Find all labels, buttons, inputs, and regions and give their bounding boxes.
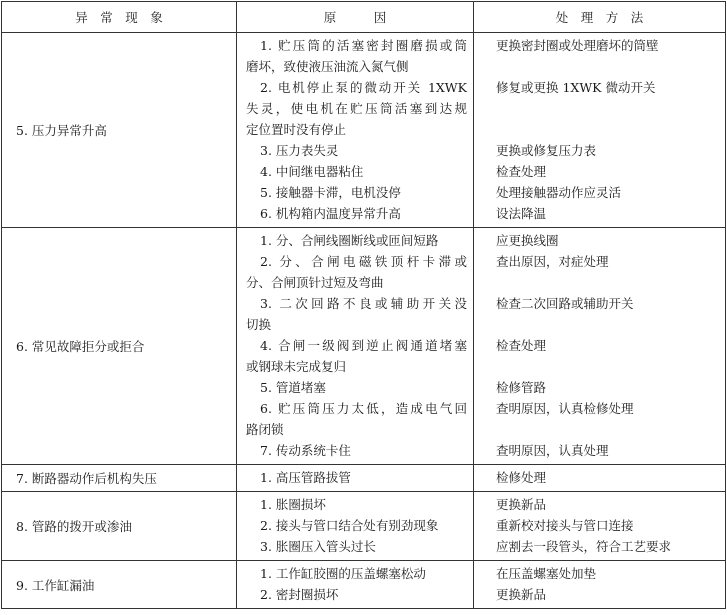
cause-cell — [237, 492, 474, 561]
method-cell — [474, 465, 726, 492]
cause-line: 1. 胀圈损坏 — [260, 497, 326, 512]
table-row — [2, 228, 726, 465]
cause-line: 1. 工作缸胶圈的压盖螺塞松动 — [260, 566, 426, 581]
method-line — [496, 119, 725, 140]
cause-line: 3. 二次回路不良或辅助开关没 — [260, 296, 467, 311]
method-line: 查出原因，对症处理 — [496, 254, 609, 269]
cause-line: 3. 胀圈压入管头过长 — [260, 539, 376, 554]
cause-line: 5. 管道堵塞 — [260, 380, 326, 395]
method-line — [496, 314, 725, 335]
cause-line: 2. 电机停止泵的微动开关 1XWK — [260, 80, 467, 95]
method-line: 重新校对接头与管口连接 — [496, 518, 634, 533]
method-cell — [474, 492, 726, 561]
cause-line: 3. 压力表失灵 — [260, 143, 339, 158]
cause-line: 4. 中间继电器粘住 — [260, 164, 364, 179]
cause-line: 7. 传动系统卡住 — [260, 443, 351, 458]
cause-cell — [237, 465, 474, 492]
symptom-cell: 8. 管路的拨开或渗油 — [2, 492, 237, 561]
cause-line: 2. 接头与管口结合处有别劲现象 — [260, 518, 439, 533]
method-line: 检查处理 — [496, 164, 547, 179]
method-line: 在压盖螺塞处加垫 — [496, 566, 597, 581]
method-line — [496, 419, 725, 440]
cause-line: 路闭锁 — [246, 422, 284, 437]
cause-line: 或钢球未完成复归 — [246, 359, 347, 374]
cause-line: 1. 高压管路拔管 — [260, 470, 351, 485]
cause-line: 失灵，使电机在贮压筒活塞到达规 — [246, 101, 467, 116]
method-line: 修复或更换 1XWK 微动开关 — [496, 80, 656, 95]
method-line: 检修管路 — [496, 380, 547, 395]
method-line — [496, 56, 725, 77]
method-cell — [474, 33, 726, 228]
method-line: 检查处理 — [496, 338, 547, 353]
method-line: 更换密封圈或处理磨坏的筒壁 — [496, 38, 659, 53]
method-line: 应更换线圈 — [496, 233, 559, 248]
symptom-cell: 7. 断路器动作后机构失压 — [2, 465, 237, 492]
method-cell — [474, 561, 726, 609]
method-cell — [474, 228, 726, 465]
method-line: 设法降温 — [496, 206, 547, 221]
header-cause: 原 因 — [237, 2, 474, 33]
method-line: 查明原因，认真处理 — [496, 443, 609, 458]
cause-line: 2. 分、合闸电磁铁顶杆卡滞或 — [260, 254, 467, 269]
cause-cell — [237, 228, 474, 465]
method-line — [496, 272, 725, 293]
method-line — [496, 98, 725, 119]
cause-line: 定位置时没有停止 — [246, 122, 347, 137]
header-row — [2, 2, 726, 33]
cause-line: 1. 分、合闸线圈断线或匝间短路 — [260, 233, 439, 248]
cause-cell — [237, 33, 474, 228]
table-row — [2, 492, 726, 561]
header-symptom: 异 常 现 象 — [2, 2, 237, 33]
symptom-cell: 6. 常见故障拒分或拒合 — [2, 228, 237, 465]
method-line: 处理接触器动作应灵活 — [496, 185, 622, 200]
symptom-cell: 5. 压力异常升高 — [2, 33, 237, 228]
method-line — [496, 356, 725, 377]
cause-line: 6. 贮压筒压力太低，造成电气回 — [260, 401, 467, 416]
header-method: 处 理 方 法 — [474, 2, 726, 33]
method-line: 查明原因，认真检修处理 — [496, 401, 634, 416]
cause-line: 磨坏，致使液压油流入氮气侧 — [246, 59, 409, 74]
table-row — [2, 561, 726, 609]
cause-line: 5. 接触器卡滞，电机没停 — [260, 185, 401, 200]
cause-line: 1. 贮压筒的活塞密封圈磨损或筒 — [260, 38, 467, 53]
cause-line: 6. 机构箱内温度异常升高 — [260, 206, 401, 221]
method-line: 应割去一段管头，符合工艺要求 — [496, 539, 672, 554]
method-line: 更换新品 — [496, 497, 547, 512]
method-line: 更换或修复压力表 — [496, 143, 597, 158]
cause-line: 2. 密封圈损坏 — [260, 587, 339, 602]
table-row — [2, 33, 726, 228]
fault-table — [1, 1, 726, 609]
cause-line: 分、合闸顶针过短及弯曲 — [246, 275, 384, 290]
cause-line: 切换 — [246, 317, 272, 332]
symptom-cell: 9. 工作缸漏油 — [2, 561, 237, 609]
method-line: 检修处理 — [496, 470, 547, 485]
method-line: 检查二次回路或辅助开关 — [496, 296, 634, 311]
method-line: 更换新品 — [496, 587, 547, 602]
table-row — [2, 465, 726, 492]
cause-line: 4. 合闸一级阀到逆止阀通道堵塞 — [260, 338, 467, 353]
cause-cell — [237, 561, 474, 609]
